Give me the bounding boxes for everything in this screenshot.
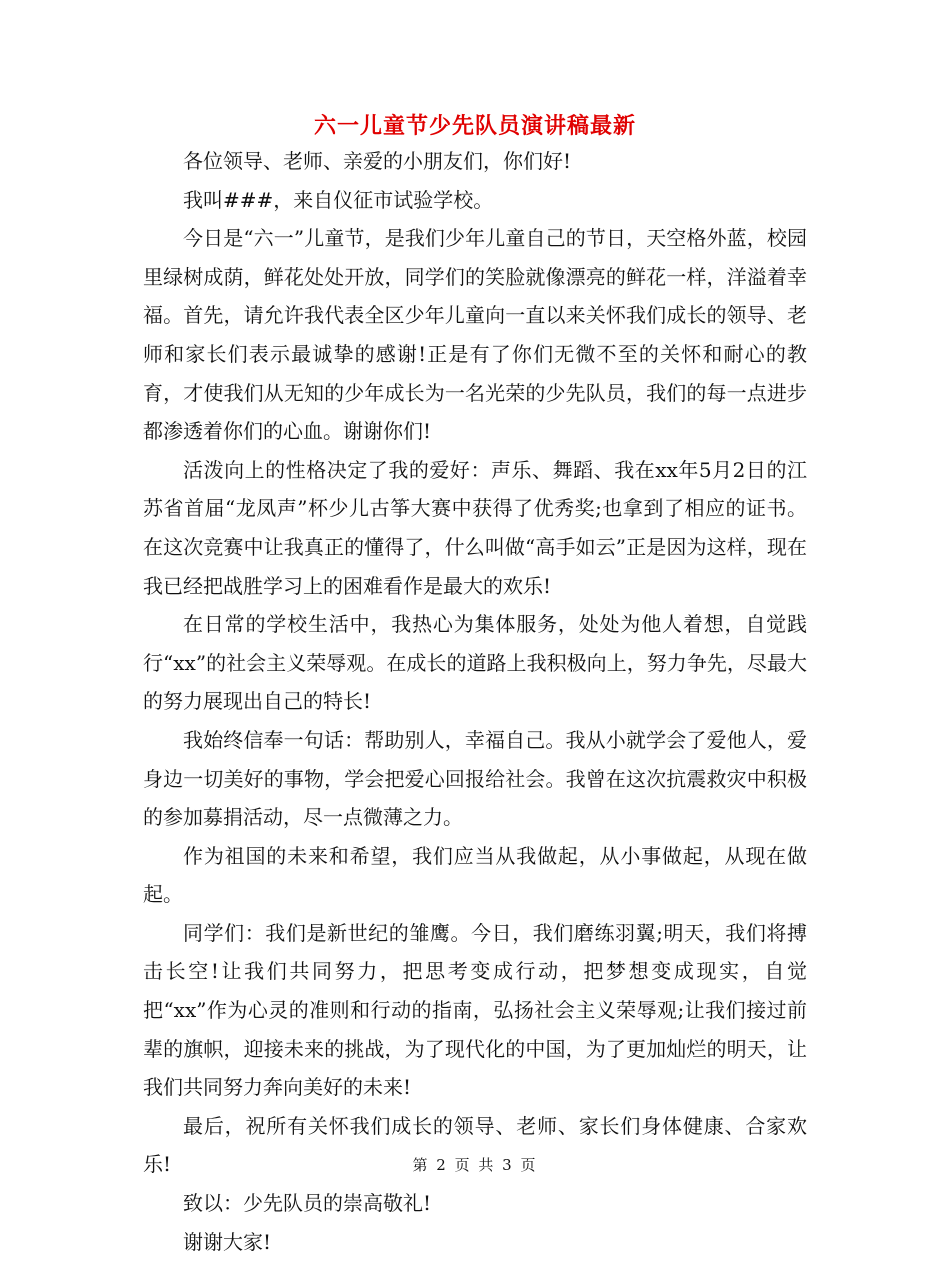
paragraph-classmates: 同学们：我们是新世纪的雏鹰。今日，我们磨练羽翼;明天，我们将搏击长空!让我们共同努力，把思考变成行动，把梦想变成现实，自觉把“xx”作为心灵的准则和行动的指南，弘扬社会主义荣辱观;让我们接过前辈的旗帜，迎接未来的挑战，为了现代化的中国，为了更加灿烂的明天，让我们共同努力奔向美好的未来! xyxy=(143,920,807,1100)
paragraph-salute: 致以：少先队员的崇高敬礼! xyxy=(183,1191,432,1216)
paragraph-thanks: 谢谢大家! xyxy=(183,1229,272,1254)
paragraph-greeting: 各位领导、老师、亲爱的小朋友们，你们好! xyxy=(183,149,572,173)
paragraph-childrens-day: 今日是“六一”儿童节，是我们少年儿童自己的节日，天空格外蓝，校园里绿树成荫，鲜花处处开放，同学们的笑脸就像漂亮的鲜花一样，洋溢着幸福。首先，请允许我代表全区少年儿童向一直以来关怀我们成长的领导、老师和家长们表示最诚挚的感谢!正是有了你们无微不至的关怀和耐心的教育，才使我们从无知的少年成长为一名光荣的少先队员，我们的每一点进步都渗透着你们的心血。谢谢你们! xyxy=(143,226,807,444)
page-number-footer: 第 2 页 共 3 页 xyxy=(412,1156,538,1174)
paragraph-helping-others: 我始终信奉一句话：帮助别人，幸福自己。我从小就学会了爱他人，爱身边一切美好的事物，学会把爱心回报给社会。我曾在这次抗震救灾中积极的参加募捐活动，尽一点微薄之力。 xyxy=(143,727,807,830)
paragraph-introduction: 我叫###，来自仪征市试验学校。 xyxy=(183,187,494,212)
paragraph-hobbies: 活泼向上的性格决定了我的爱好：声乐、舞蹈、我在xx年5月2日的江苏省首届“龙凤声”杯少儿古筝大赛中获得了优秀奖;也拿到了相应的证书。在这次竞赛中让我真正的懂得了，什么叫做“高手如云”正是因为这样，现在我已经把战胜学习上的困难看作是最大的欢乐! xyxy=(143,457,807,598)
paragraph-school-life: 在日常的学校生活中，我热心为集体服务，处处为他人着想，自觉践行“xx”的社会主义荣辱观。在成长的道路上我积极向上，努力争先，尽最大的努力展现出自己的特长! xyxy=(143,612,807,714)
paragraph-wishes: 最后，祝所有关怀我们成长的领导、老师、家长们身体健康、合家欢乐! xyxy=(143,1113,807,1177)
paragraph-future: 作为祖国的未来和希望，我们应当从我做起，从小事做起，从现在做起。 xyxy=(143,843,807,907)
document-title: 六一儿童节少先队员演讲稿最新 xyxy=(313,113,636,139)
document-body xyxy=(143,142,807,1261)
